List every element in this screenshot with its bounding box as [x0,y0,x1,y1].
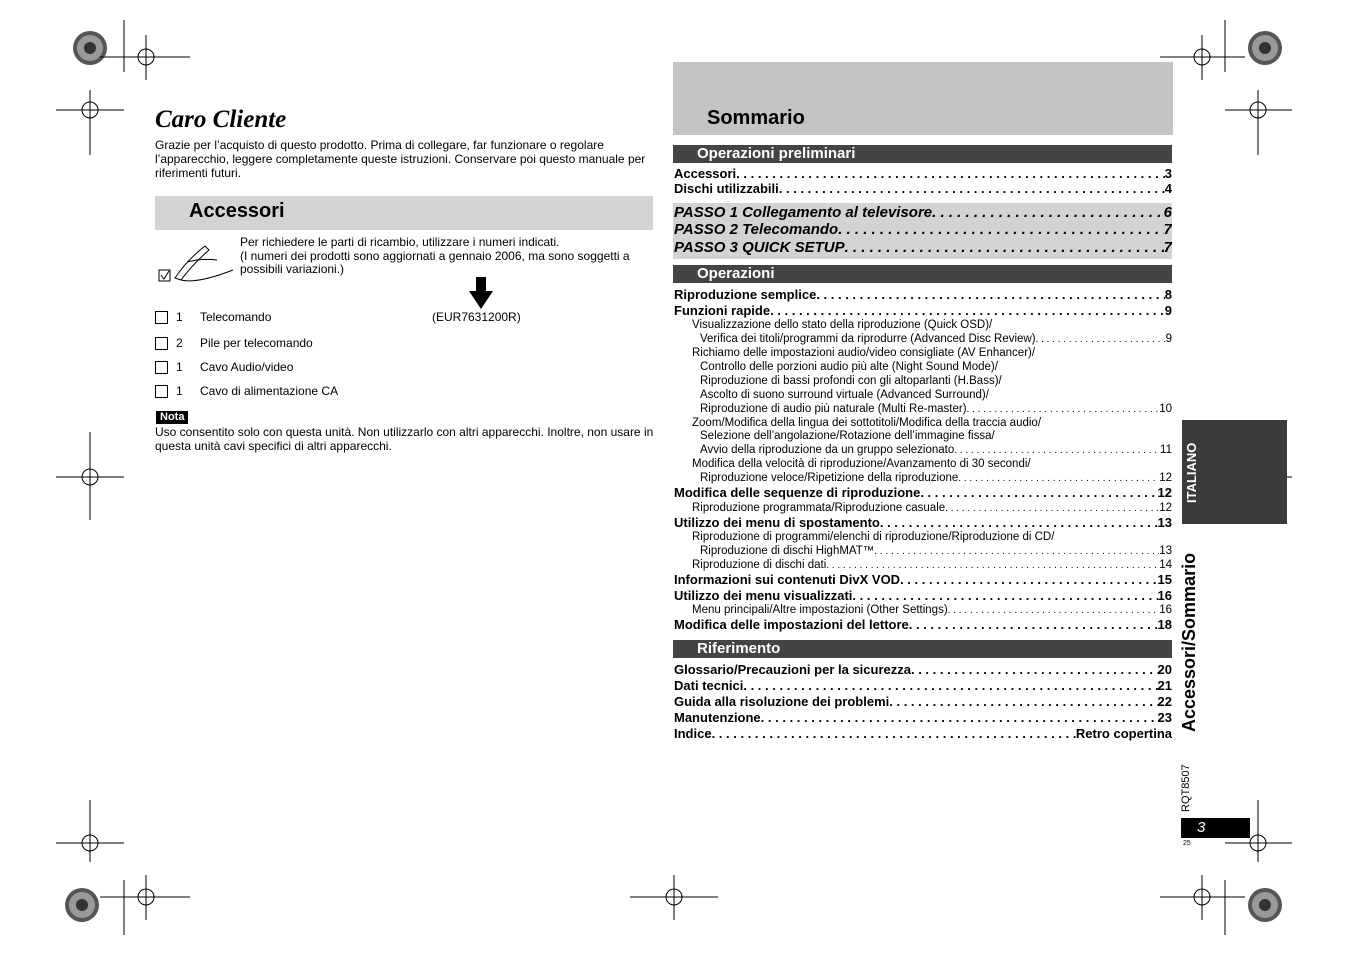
toc-entry[interactable] [674,726,1172,742]
toc-page: 22 [1157,694,1172,709]
toc-title: Utilizzo dei menu visualizzati [674,588,853,603]
toc-title: Funzioni rapide [674,303,771,318]
toc-subentry[interactable] [692,501,1172,515]
accessories-note-line-2: (I numeri dei prodotti sono aggiornati a gennaio 2006, ma sono soggetti a possibili variazioni.) [240,248,630,276]
toc-page: 3 [1164,166,1172,181]
toc-subentry[interactable] [700,544,1172,558]
toc-title: Manutenzione [674,710,761,725]
toc-title: PASSO 3 QUICK SETUP [674,239,845,256]
toc-entry[interactable] [674,287,1172,303]
toc-subentry[interactable] [692,603,1172,617]
accessori-section-header [155,196,653,230]
writing-hand-icon [157,240,235,286]
toc-title: Riproduzione di dischi HighMAT™ [700,545,875,557]
toc-entry[interactable] [674,588,1172,604]
toc-page: 9 [1165,333,1172,345]
toc-page: 7 [1163,221,1172,238]
toc-entry[interactable] [674,662,1172,678]
toc-page: 23 [1157,710,1172,725]
toc-subentry: Modifica della velocità di riproduzione/Avanzamento di 30 secondi/ [692,458,1031,470]
toc-subentry: Controllo delle porzioni audio più alte (Night Sound Mode)/ [700,361,998,373]
language-label: ITALIANO [1184,442,1199,503]
document-code: RQT8507 [1180,764,1192,812]
toc-entry[interactable] [674,204,1172,222]
accessories-note-line-1: Per richiedere le parti di ricambio, utilizzare i numeri indicati. [240,235,560,249]
down-arrow-icon [469,277,493,309]
toc-page: 16 [1159,604,1172,616]
toc-title: Guida alla risoluzione dei problemi [674,694,890,709]
toc-page: 13 [1157,515,1172,530]
toc-title: Accessori [674,166,737,181]
toc-page: 7 [1163,239,1172,256]
toc-subentry: Riproduzione di programmi/elenchi di riproduzione/Riproduzione di CD/ [692,531,1055,543]
toc-title: Riproduzione programmata/Riproduzione casuale [692,502,946,514]
toc-title: Modifica delle impostazioni del lettore [674,617,909,632]
item-name: Cavo Audio/video [200,360,294,374]
toc-page: 11 [1160,444,1172,456]
band-label: Riferimento [697,640,781,657]
toc-title: Menu principali/Altre impostazioni (Other Settings) [692,604,948,616]
toc-entry[interactable] [674,239,1172,257]
section-title: Accessori [189,200,285,222]
toc-subentry: Richiamo delle impostazioni audio/video consigliate (AV Enhancer)/ [692,347,1036,359]
item-name: Cavo di alimentazione CA [200,384,339,398]
toc-title: Informazioni sui contenuti DivX VOD [674,572,901,587]
toc-subentry: Selezione dell’angolazione/Rotazione dell’immagine fissa/ [700,430,995,442]
toc-title: Riproduzione semplice [674,287,817,302]
toc-subentry: Riproduzione di bassi profondi con gli altoparlanti (H.Bass)/ [700,375,1002,387]
band-operazioni [673,265,1172,283]
vertical-section-title: Accessori/Sommario [1179,552,1199,732]
toc-page: 18 [1157,617,1172,632]
page-title: Caro Cliente [155,106,287,133]
toc-title: Glossario/Precauzioni per la sicurezza [674,662,911,677]
toc-title: Dati tecnici [674,678,744,693]
item-quantity: 1 [176,360,183,374]
toc-entry[interactable] [674,485,1172,501]
toc-page: 4 [1164,181,1172,196]
toc-title: PASSO 2 Telecomando [674,221,839,238]
toc-entry[interactable] [674,710,1172,726]
toc-subentry[interactable] [700,332,1172,346]
toc-title: Riproduzione veloce/Ripetizione della riproduzione [700,472,959,484]
toc-title: PASSO 1 Collegamento al televisore [674,204,933,221]
tiny-number: 25 [1183,840,1191,847]
toc-title: Indice [674,726,712,741]
toc-page: 15 [1157,572,1172,587]
checkbox[interactable] [155,385,168,398]
toc-entry[interactable] [674,678,1172,694]
band-riferimento [673,640,1172,658]
toc-entry[interactable] [674,221,1172,239]
toc-title: Riproduzione di dischi dati [692,559,827,571]
band-operazioni-preliminari [673,145,1172,163]
toc-title: Utilizzo dei menu di spostamento [674,515,880,530]
toc-title: Dischi utilizzabili [674,181,779,196]
toc-entry[interactable] [674,572,1172,588]
accessories-note [240,236,654,277]
toc-page: 12 [1159,502,1172,514]
toc-page: 8 [1164,287,1172,302]
toc-subentry[interactable] [700,443,1172,457]
item-name: Telecomando [200,310,272,324]
toc-page: 13 [1159,545,1172,557]
toc-title: Verifica dei titoli/programmi da riprodurre (Advanced Disc Review) [700,333,1036,345]
toc-page: Retro copertina [1075,726,1172,741]
toc-entry[interactable] [674,166,1172,182]
toc-page: 10 [1159,403,1172,415]
toc-page: 21 [1157,678,1172,693]
toc-entry[interactable] [674,181,1172,197]
toc-subentry: Zoom/Modifica della lingua dei sottotitoli/Modifica della traccia audio/ [692,417,1042,429]
checkbox[interactable] [155,361,168,374]
item-quantity: 1 [176,310,183,324]
part-code: (EUR7631200R) [432,310,521,324]
checkbox[interactable] [155,337,168,350]
checkbox[interactable] [155,311,168,324]
intro-text: Grazie per l’acquisto di questo prodotto. Prima di collegare, far funzionare o regolare l’apparecchio, leggere completamente queste istruzioni. Conservare poi questo manuale per riferimenti futuri. [155,138,646,180]
band-label: Operazioni [697,265,775,282]
toc-subentry[interactable] [700,402,1172,416]
sommario-header [673,62,1173,135]
toc-subentry: Visualizzazione dello stato della riproduzione (Quick OSD)/ [692,319,993,331]
toc-title: Riproduzione di audio più naturale (Multi Re-master) [700,403,967,415]
toc-page: 9 [1164,303,1172,318]
toc-page: 6 [1163,204,1172,221]
toc-subentry[interactable] [700,471,1172,485]
toc-subentry: Ascolto di suono surround virtuale (Advanced Surround)/ [700,389,989,401]
toc-page: 20 [1157,662,1172,677]
toc-entry[interactable] [674,303,1172,319]
toc-page: 12 [1157,485,1172,500]
toc-page: 16 [1157,588,1172,603]
toc-page: 14 [1159,559,1172,571]
page-number-box [1181,818,1250,838]
toc-entry[interactable] [674,694,1172,710]
nota-text: Uso consentito solo con questa unità. Non utilizzarlo con altri apparecchi. Inoltre, non usare in questa unità cavi specifici di altri apparecchi. [155,425,654,453]
toc-entry[interactable] [674,617,1172,633]
item-quantity: 1 [176,384,183,398]
toc-title: Avvio della riproduzione da un gruppo selezionato [700,444,955,456]
toc-entry[interactable] [674,515,1172,531]
toc-subentry[interactable] [692,558,1172,572]
item-name: Pile per telecomando [200,336,313,350]
toc-title: Modifica delle sequenze di riproduzione [674,485,921,500]
page-number: 3 [1197,819,1206,836]
nota-label: Nota [156,411,188,424]
sommario-title: Sommario [707,107,805,129]
toc-page: 12 [1159,472,1172,484]
item-quantity: 2 [176,336,183,350]
band-label: Operazioni preliminari [697,145,856,162]
